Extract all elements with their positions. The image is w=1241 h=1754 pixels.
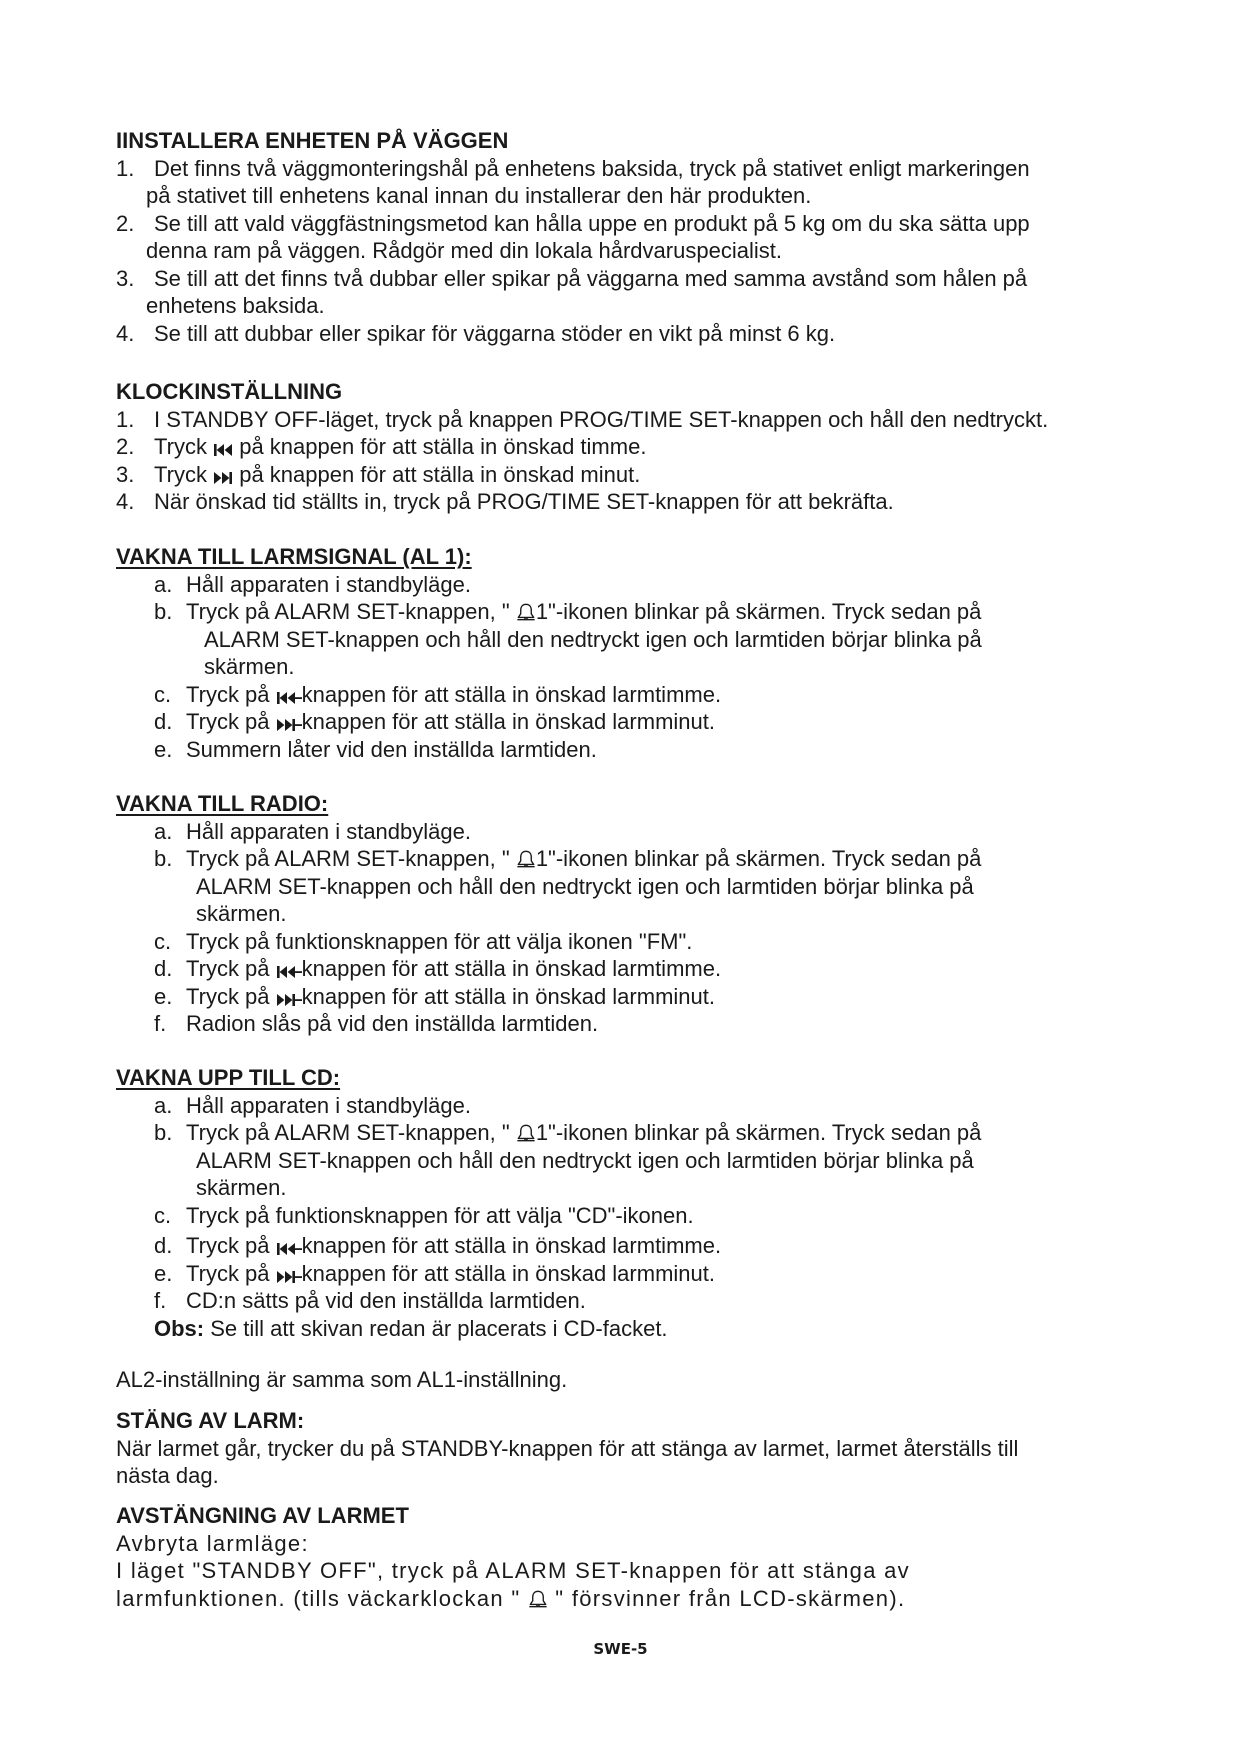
note-label: Obs: xyxy=(154,1315,205,1341)
list-item: e. Tryck på knappen för att ställa in önskad larmminut. xyxy=(154,1260,715,1286)
skip-forward-icon xyxy=(213,471,233,485)
list-item: a. Håll apparaten i standbyläge. xyxy=(154,1092,471,1118)
list-item: d. Tryck på knappen för att ställa in önskad larmtimme. xyxy=(154,1233,722,1258)
al2-note-block xyxy=(116,1366,1126,1394)
list-item: b. Tryck på ALARM SET-knappen, " 1"-ikonen blinkar på skärmen. Tryck sedan på xyxy=(154,846,982,871)
section-wake-radio xyxy=(116,790,1126,1038)
section-title: VAKNA UPP TILL CD: xyxy=(116,1065,341,1090)
section-wake-cd xyxy=(116,1064,1126,1342)
list-item: e. Tryck på knappen för att ställa in önskad larmminut. xyxy=(154,983,715,1009)
skip-forward-icon xyxy=(276,718,302,732)
list-item: b. Tryck på ALARM SET-knappen, " 1"-ikonen blinkar på skärmen. Tryck sedan på xyxy=(154,1120,982,1145)
list-item: 3. Se till att det finns två dubbar eller spikar på väggarna med samma avstånd som hålen på xyxy=(116,265,1028,291)
section-wall-install xyxy=(116,127,1126,347)
list-item-continuation: skärmen. xyxy=(196,901,287,926)
page-number: SWE-5 xyxy=(593,1640,648,1658)
section-title: VAKNA TILL RADIO: xyxy=(116,791,329,816)
list-item: c. Tryck på funktionsknappen för att välja "CD"-ikonen. xyxy=(154,1202,694,1228)
alarm-bell-icon xyxy=(516,602,536,622)
paragraph-line: nästa dag. xyxy=(116,1463,219,1488)
skip-back-icon xyxy=(276,1242,302,1256)
skip-back-icon xyxy=(276,965,302,979)
list-item: 1. I STANDBY OFF-läget, tryck på knappen PROG/TIME SET-knappen och håll den nedtryckt. xyxy=(116,406,1049,432)
alarm-bell-icon xyxy=(528,1589,548,1609)
section-stop-alarm xyxy=(116,1407,1126,1490)
section-alarm-signal xyxy=(116,543,1126,763)
list-item: d. Tryck på knappen för att ställa in önskad larmtimme. xyxy=(154,956,722,981)
list-item: 1. Det finns två väggmonteringshål på enhetens baksida, tryck på stativet enligt markeringen xyxy=(116,155,1030,181)
list-item-continuation: denna ram på väggen. Rådgör med din lokala hårdvaruspecialist. xyxy=(146,238,782,263)
skip-back-icon xyxy=(213,443,233,457)
list-item: 4. Se till att dubbar eller spikar för väggarna stöder en vikt på minst 6 kg. xyxy=(116,320,836,346)
list-item: d. Tryck på knappen för att ställa in önskad larmminut. xyxy=(154,709,715,734)
list-item-continuation: på stativet till enhetens kanal innan du installerar den här produkten. xyxy=(146,183,812,208)
list-item-continuation: ALARM SET-knappen och håll den nedtryckt igen och larmtiden börjar blinka på xyxy=(196,873,974,899)
list-item-continuation: ALARM SET-knappen och håll den nedtryckt igen och larmtiden börjar blinka på xyxy=(204,626,982,652)
list-item-continuation: skärmen. xyxy=(204,654,295,679)
list-item: c. Tryck på knappen för att ställa in önskad larmtimme. xyxy=(154,681,722,707)
list-item: c. Tryck på funktionsknappen för att välja ikonen "FM". xyxy=(154,928,693,954)
al2-note: AL2-inställning är samma som AL1-inställning. xyxy=(116,1367,568,1392)
skip-forward-icon xyxy=(276,1270,302,1284)
section-title: VAKNA TILL LARMSIGNAL (AL 1): xyxy=(116,544,472,569)
list-item-continuation: ALARM SET-knappen och håll den nedtryckt igen och larmtiden börjar blinka på xyxy=(196,1147,974,1173)
list-item: 3. Tryck på knappen för att ställa in önskad minut. xyxy=(116,461,641,487)
list-item: 2. Se till att vald väggfästningsmetod kan hålla uppe en produkt på 5 kg om du ska sätta upp xyxy=(116,210,1030,236)
list-item: 4. När önskad tid ställts in, tryck på PROG/TIME SET-knappen för att bekräfta. xyxy=(116,489,894,514)
alarm-bell-icon xyxy=(516,1123,536,1143)
list-item: a. Håll apparaten i standbyläge. xyxy=(154,818,471,844)
paragraph-line: larmfunktionen. (tills väckarklockan " " försvinner från LCD-skärmen). xyxy=(116,1585,906,1611)
section-alarm-off xyxy=(116,1502,1126,1612)
paragraph-line: När larmet går, trycker du på STANDBY-knappen för att stänga av larmet, larmet återställs till xyxy=(116,1435,1019,1461)
section-title: AVSTÄNGNING AV LARMET xyxy=(116,1503,409,1528)
skip-back-icon xyxy=(276,691,302,705)
section-clock-setting xyxy=(116,378,1126,516)
paragraph-line: Avbryta larmläge: xyxy=(116,1530,309,1556)
list-item: a. Håll apparaten i standbyläge. xyxy=(154,571,471,597)
list-item: f. Radion slås på vid den inställda larmtiden. xyxy=(154,1011,599,1036)
section-title: IINSTALLERA ENHETEN PÅ VÄGGEN xyxy=(116,128,509,153)
note: Obs: Se till att skivan redan är placerats i CD-facket. xyxy=(154,1315,668,1341)
list-item: e. Summern låter vid den inställda larmtiden. xyxy=(154,736,597,762)
skip-forward-icon xyxy=(276,993,302,1007)
list-item-continuation: skärmen. xyxy=(196,1175,287,1200)
section-title: KLOCKINSTÄLLNING xyxy=(116,379,343,404)
list-item: f. CD:n sätts på vid den inställda larmtiden. xyxy=(154,1288,586,1313)
list-item-continuation: enhetens baksida. xyxy=(146,293,325,318)
section-title: STÄNG AV LARM: xyxy=(116,1408,305,1433)
list-item: b. Tryck på ALARM SET-knappen, " 1"-ikonen blinkar på skärmen. Tryck sedan på xyxy=(154,599,982,624)
list-item: 2. Tryck på knappen för att ställa in önskad timme. xyxy=(116,434,647,459)
paragraph-line: I läget "STANDBY OFF", tryck på ALARM SET-knappen för att stänga av xyxy=(116,1558,910,1583)
alarm-bell-icon xyxy=(516,849,536,869)
